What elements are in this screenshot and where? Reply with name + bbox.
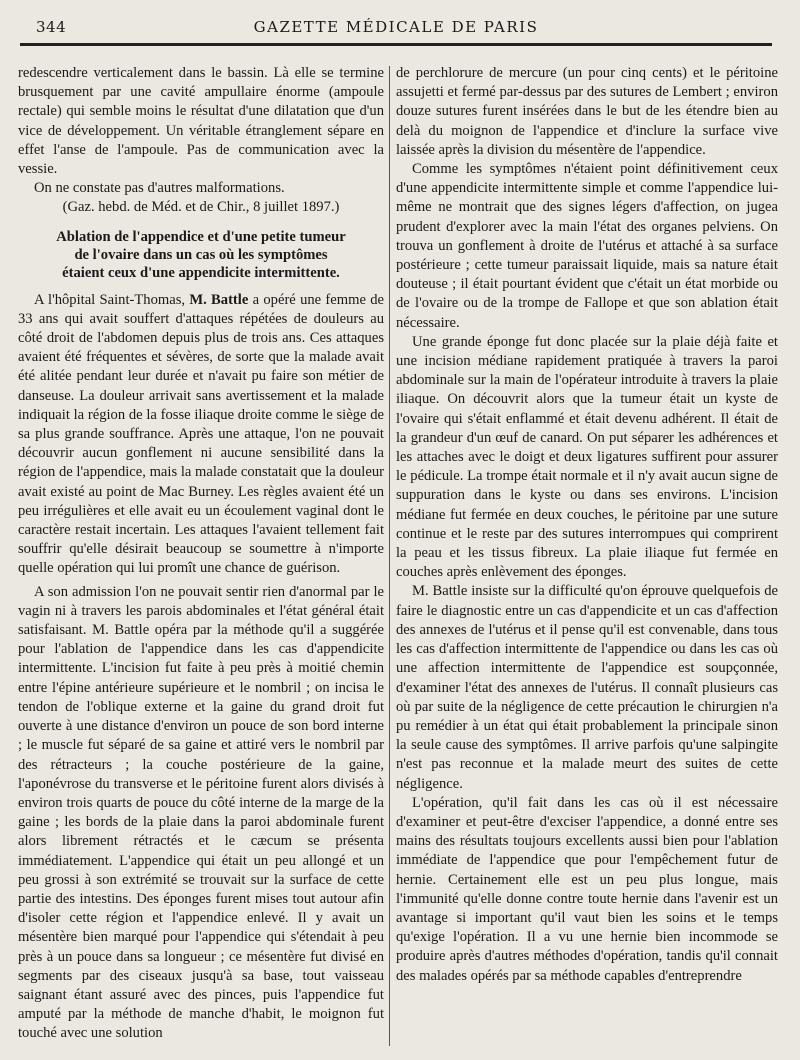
paragraph: Comme les symptômes n'étaient point définitivement ceux d'une appendicite intermittente simple et comme l'appendice lui-même ne montrait que des signes légers d'affection, on jugea prudent d'explorer avec la main l'état des organes pelviens. On trouva un gonflement à droite de l'utérus et attaché à sa surface postérieure ; cette tumeur paraissait liquide, mais sa nature était douteuse ; il était pourtant évident que c'était un état morbide ou de l'ovaire ou de la trompe de Fallope et que son ablation était nécessaire. bbox=[396, 161, 778, 331]
heading-line: étaient ceux d'une appendicite intermittente. bbox=[62, 264, 340, 281]
article-heading bbox=[18, 228, 384, 282]
paragraph: M. Battle insiste sur la difficulté qu'on éprouve quelquefois de faire le diagnostic entre un cas d'appendicite et un cas d'affection des annexes de l'utérus et il pense qu'il est convenable, dans tous les cas d'affection intermittente de l'appendice ou dans les cas où une affection intermittente de l'appendice est soupçonnée, d'examiner l'état des annexes de l'utérus. Il connaît plusieurs cas où par suite de la négligence de cette précaution le chirurgien n'a pu remédier à un état qui était probablement la principale sinon la seule cause des symptômes. Il arrive parfois qu'une salpingite n'est pas reconnue et la malade meurt des suites de cette négligence. bbox=[396, 583, 778, 792]
paragraph: On ne constate pas d'autres malformations. bbox=[34, 180, 285, 197]
paragraph: redescendre verticalement dans le bassin. Là elle se termine brusquement par une cavité ampullaire énorme (ampoule rectale) qui semble moins le résultat d'une dilatation que d'un vice de développement. Un véritable étranglement sépare en effet l'anse de l'ampoule. Pas de communication avec la vessie. bbox=[18, 65, 384, 178]
column-divider bbox=[389, 66, 390, 1046]
paragraph: de perchlorure de mercure (un pour cinq cents) et le péritoine assujetti et fermé par-dessus par des sutures de Lembert ; environ douze sutures furent insérées dans le but de les étendre bien au delà du moignon de l'appendice et d'inclure la surface vive laissée après la division du mésentère de l'appendice. bbox=[396, 65, 778, 158]
paragraph bbox=[18, 291, 384, 579]
left-column bbox=[18, 64, 384, 1054]
right-column bbox=[396, 64, 778, 1054]
paragraph: L'opération, qu'il fait dans les cas où il est nécessaire d'examiner et peut-être d'exciser l'appendice, a donné entre ses mains des résultats toujours excellents aussi bien pour l'ablation immédiate de l'appendice que pour l'empêchement futur de hernie. Certainement elle est un peu plus longue, mais l'immunité qu'elle donne contre toute hernie dans l'avenir est un avantage si important qu'il vaut bien les soins et le temps qu'exige l'opération. Il a vu une hernie bien incommode se produire après d'autres méthodes d'opération, tandis qu'il connait des malades opérés par sa méthode capables d'entreprendre bbox=[396, 794, 778, 984]
author-name: M. Battle bbox=[189, 291, 249, 308]
page-header bbox=[20, 16, 772, 46]
paragraph: A son admission l'on ne pouvait sentir rien d'anormal par le vagin ni à travers les parois abdominales et l'état général était satisfaisant. M. Battle opéra par la méthode qu'il a suggérée pour l'ablation de l'appendice dans les cas d'appendicite intermittente. L'incision fut faite à peu près à moitié chemin entre l'épine antérieure supérieure et le nombril ; on incisa le tendon de l'oblique externe et la gaine du grand droit fut ouverte à une distance d'environ un pouce de son bord interne ; le muscle fut séparé de sa gaine et attiré vers le nombril par des rétracteurs ; la couche postérieure de la gaine, l'aponévrose du transverse et le péritoine furent alors divisés à environ trois quarts de pouce du côté interne de la marge de la gaine ; les bords de la plaie dans la paroi abdominale furent alors librement rétractés et le cæcum se présenta immédiatement. L'appendice qui était un peu allongé et un peu grossi à son extrémité se trouvait sur la surface de cette partie des intestins. Des éponges furent mises tout autour afin d'isoler cette région et l'appendice enlevé. Il y avait un mésentère bien marqué pour l'appendice qui s'étendait à peu près à un pouce dans sa longueur ; ce mésentère fut divisé en segments par des ciseaux jusqu'à sa base, tout vaisseau saignant étant assuré avec des pinces, puis l'appendice fut amputé par la méthode de manche d'habit, le moignon fut touché avec une solution bbox=[18, 583, 384, 1042]
paragraph-rest: a opéré une femme de 33 ans qui avait souffert d'attaques répétées de douleurs au côté droit de l'abdomen depuis plus de trois ans. Ces attaques avaient été fréquentes et sévères, de sorte que la malade avait été alitée pendant leur durée et n'avait pu faire son métier de danseuse. La douleur arrivait sans avertissement et la malade indiquait la région de la fosse iliaque droite comme le siège de sa plus grande souffrance. Après une attaque, l'on ne pouvait découvrir aucun gonflement ni aucune sensibilité dans la région de l'appendice, mais la malade constatait que la douleur avait existé au point de Mac Burney. Les règles avaient été un peu irrégulières et elle avait eu un écoulement vaginal dont le caractère restait incertain. Les attaques l'avaient tellement fait souffrir qu'elle désirait beaucoup se soumettre à n'importe quelle opération qui lui promît une chance de guérison. bbox=[18, 291, 384, 577]
running-title: GAZETTE MÉDICALE DE PARIS bbox=[253, 18, 539, 36]
citation: (Gaz. hebd. de Méd. et de Chir., 8 juillet 1897.) bbox=[62, 199, 340, 216]
heading-line: de l'ovaire dans un cas où les symptômes bbox=[74, 246, 328, 263]
paragraph: Une grande éponge fut donc placée sur la plaie déjà faite et une incision médiane rapidement pratiquée à travers la paroi abdominale sur la main de l'opérateur introduite à travers la plaie iliaque. On découvrit alors que la tumeur était un kyste de l'ovaire qui s'était enflammé et était devenu adhérent. Il était de la grandeur d'un œuf de canard. On put séparer les adhérences et les attaches avec le doigt et deux ligatures suffirent pour assurer le pédicule. La trompe était normale et il n'y avait aucun signe de suppuration dans le kyste ou dans ses environs. L'incision médiane fut fermée en deux couches, le péritoine par une suture continue et le reste par des sutures interrompues qui comprirent la peau et les tissus fibreux. La plaie iliaque fut fermée en couches après enlèvement des éponges. bbox=[396, 333, 778, 581]
page-number: 344 bbox=[36, 18, 67, 36]
heading-line: Ablation de l'appendice et d'une petite tumeur bbox=[56, 228, 346, 245]
paragraph-start: A l'hôpital Saint-Thomas, bbox=[34, 291, 190, 308]
